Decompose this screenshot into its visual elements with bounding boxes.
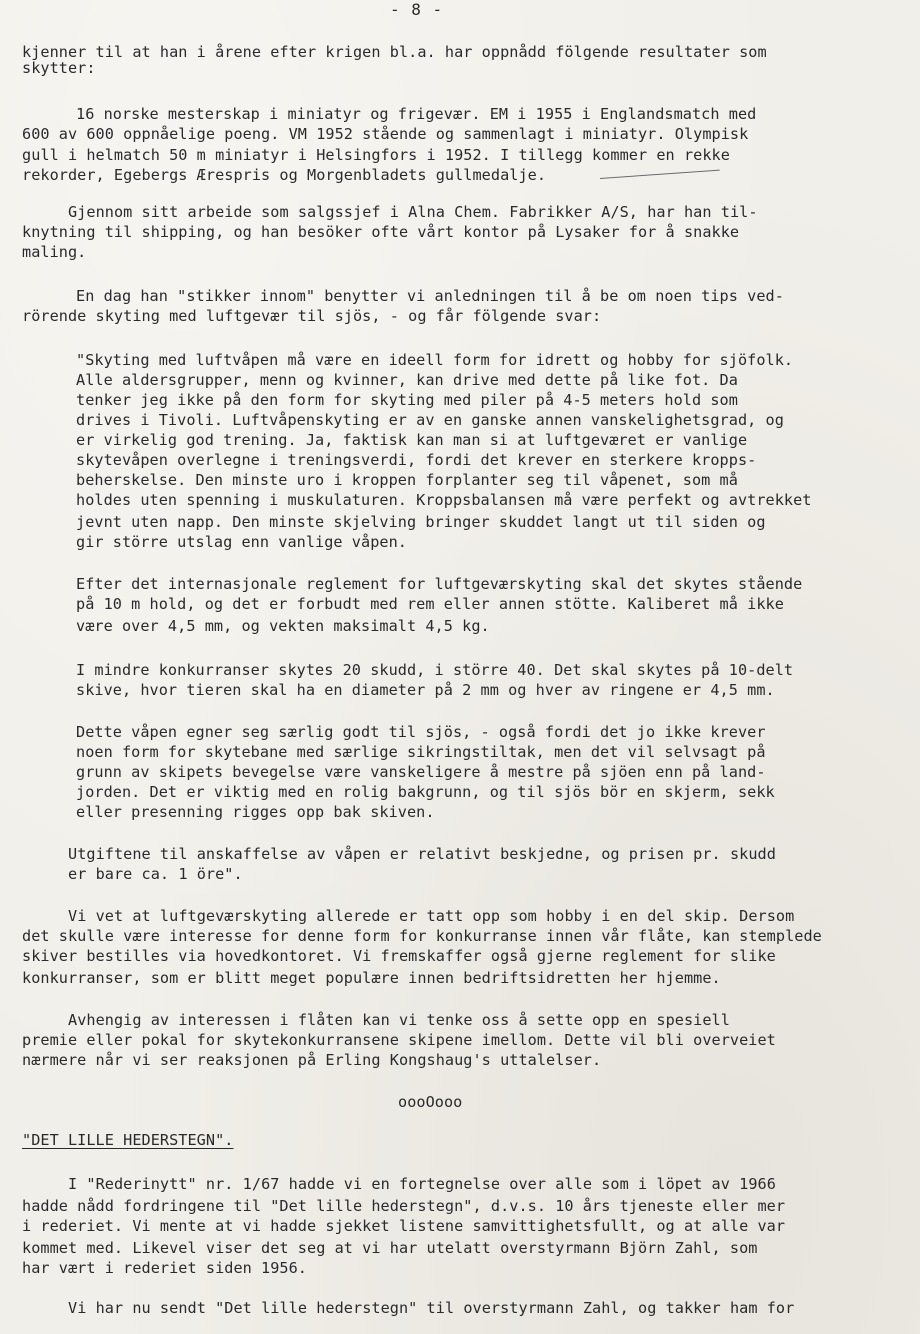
text-line: Dette våpen egner seg særlig godt til sjös, - også fordi det jo ikke krever [76,723,766,741]
text-line: I "Rederinytt" nr. 1/67 hadde vi en fortegnelse over alle som i löpet av 1966 [68,1175,776,1193]
text-line: drives i Tivoli. Luftvåpenskyting er av en ganske annen vanskelighetsgrad, og [76,411,784,429]
text-line: skiver bestilles via hovedkontoret. Vi fremskaffer også gjerne reglement for slike [22,947,776,965]
text-line: har vært i rederiet siden 1956. [22,1259,308,1277]
text-line: En dag han "stikker innom" benytter vi anledningen til å be om noen tips ved- [76,287,784,305]
text-line: jevnt uten napp. Den minste skjelving bringer skuddet langt ut til siden og [76,513,766,531]
text-line: skytevåpen overlegne i treningsverdi, fordi det krever en sterkere kropps- [76,451,757,469]
text-line: det skulle være interesse for denne form for konkurranse innen vår flåte, kan stemplede [22,927,822,945]
text-line: gull i helmatch 50 m miniatyr i Helsingfors i 1952. I tillegg kommer en rekke [22,146,730,164]
text-line: "Skyting med luftvåpen må være en ideell form for idrett og hobby for sjöfolk. [76,351,794,369]
text-line: knytning til shipping, og han besöker ofte vårt kontor på Lysaker for å snakke [22,223,740,241]
text-line: gir större utslag enn vanlige våpen. [76,533,407,551]
text-line: Utgiftene til anskaffelse av våpen er relativt beskjedne, og prisen pr. skudd [68,845,776,863]
text-line: Vi har nu sendt "Det lille hederstegn" til overstyrmann Zahl, og takker ham for [68,1299,795,1317]
text-line: konkurranser, som er blitt meget populære innen bedriftsidretten her hjemme. [22,969,721,987]
text-line: på 10 m hold, og det er forbudt med rem eller annen stötte. Kaliberet må ikke [76,595,784,613]
text-line: skive, hvor tieren skal ha en diameter på 2 mm og hver av ringene er 4,5 mm. [76,681,775,699]
text-line: maling. [22,243,87,261]
text-line: 600 av 600 oppnåelige poeng. VM 1952 stående og sammenlagt i miniatyr. Olympisk [22,125,749,143]
text-line: grunn av skipets bevegelse være vanskeligere å mestre på sjöen enn på land- [76,763,766,781]
text-line: noen form for skytebane med særlige sikringstiltak, men det vil selvsagt på [76,743,766,761]
text-line: Efter det internasjonale reglement for luftgeværskyting skal det skytes stående [76,575,803,593]
text-line: er bare ca. 1 öre". [68,865,243,883]
text-line: kjenner til at han i årene efter krigen bl.a. har oppnådd fölgende resultater som [22,43,767,61]
text-line: eller presenning rigges opp bak skiven. [76,803,435,821]
text-line: rörende skyting med luftgevær til sjös, - og får fölgende svar: [22,307,602,325]
text-line: er virkelig god trening. Ja, faktisk kan man si at luftgeværet er vanlige [76,431,748,449]
text-line: beherskelse. Den minste uro i kroppen forplanter seg til våpenet, som må [76,471,738,489]
text-line: premie eller pokal for skytekonkurransene skipene imellom. Dette vil bli overveiet [22,1031,776,1049]
text-line: 16 norske mesterskap i miniatyr og frigevær. EM i 1955 i Englandsmatch med [76,105,757,123]
text-line: I mindre konkurranser skytes 20 skudd, i större 40. Det skal skytes på 10-delt [76,661,794,679]
text-line: rekorder, Egebergs Ærespris og Morgenbladets gullmedalje. [22,166,547,184]
text-line: Alle aldersgrupper, menn og kvinner, kan drive med dette på like fot. Da [76,371,738,389]
text-line: jorden. Det er viktig med en rolig bakgrunn, og til sjös bör en skjerm, sekk [76,783,775,801]
text-line: nærmere når vi ser reaksjonen på Erling Kongshaug's uttalelser. [22,1051,602,1069]
text-line: Avhengig av interessen i flåten kan vi tenke oss å sette opp en spesiell [68,1011,730,1029]
text-line: være over 4,5 mm, og vekten maksimalt 4,5 kg. [76,617,490,635]
text-line: skytter: [22,59,96,77]
page-number: - 8 - [390,0,444,19]
section-heading: "DET LILLE HEDERSTEGN". [22,1131,234,1149]
text-line: holdes uten spenning i muskulaturen. Kroppsbalansen må være perfekt og avtrekket [76,491,812,509]
section-separator: oooOooo [398,1093,463,1111]
pen-stroke [600,170,720,179]
text-line: Gjennom sitt arbeide som salgssjef i Alna Chem. Fabrikker A/S, har han til- [68,203,758,221]
text-line: kommet med. Likevel viser det seg at vi har utelatt overstyrmann Björn Zahl, som [22,1239,758,1257]
text-line: i rederiet. Vi mente at vi hadde sjekket listene samvittighetsfullt, og at alle var [22,1217,786,1235]
text-line: hadde nådd fordringene til "Det lille hederstegn", d.v.s. 10 års tjeneste eller mer [22,1197,786,1215]
text-line: Vi vet at luftgeværskyting allerede er tatt opp som hobby i en del skip. Dersom [68,907,795,925]
text-line: tenker jeg ikke på den form for skyting med piler på 4-5 meters hold som [76,391,738,409]
